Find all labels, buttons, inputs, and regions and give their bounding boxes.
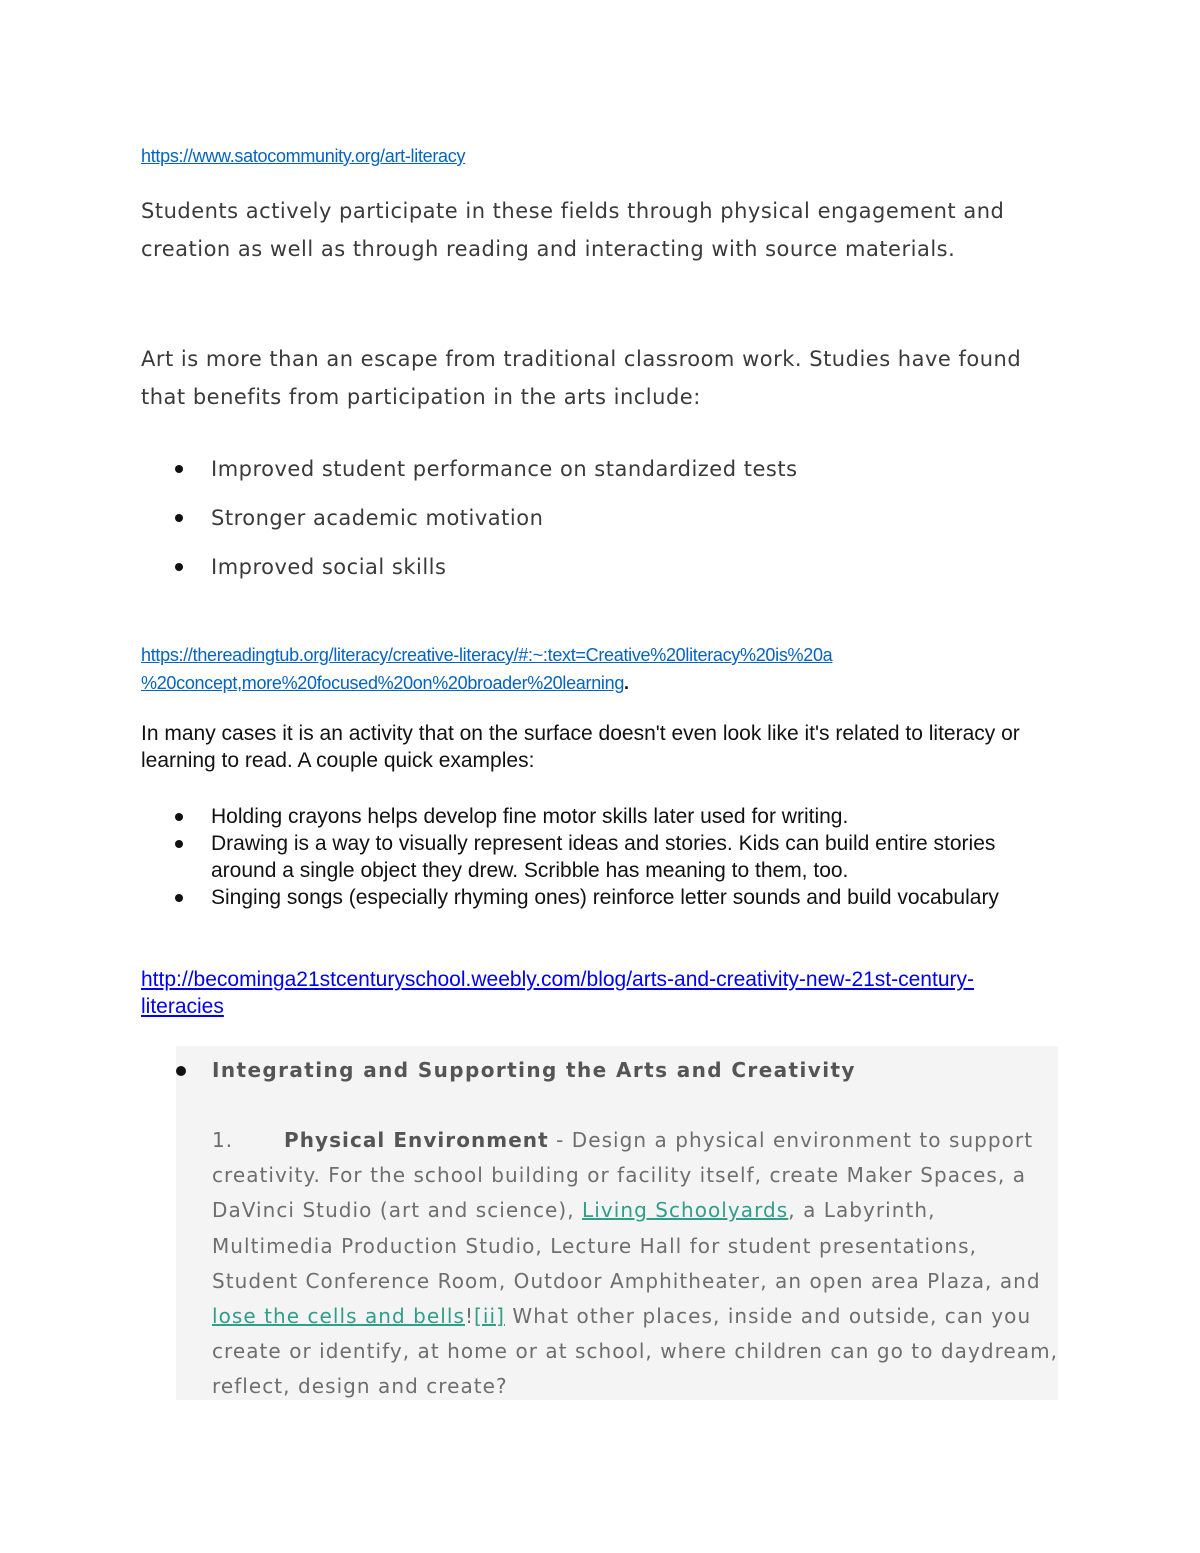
bullet-icon xyxy=(176,1066,186,1076)
quote-body: 1. Physical Environment - Design a physical environment to support creativity. For the school building or facility itself, create Maker Spaces, a DaVinci Studio (art and science), Living Schoolyards, a Labyrinth, Multimedia Production Studio, Lecture Hall for student presentations, Student Conference Room, Outdoor Amphitheater, an open area Plaza, and lose the cells and bells![ii] What other places, inside and outside, can you create or identify, at home or at school, where children can go to daydream, reflect, design and create? xyxy=(212,1123,1062,1405)
weebly-link[interactable]: http://becominga21stcenturyschool.weebly.com/blog/arts-and-creativity-new-21st-century-literacies xyxy=(141,968,974,1018)
living-schoolyards-link[interactable]: Living Schoolyards xyxy=(582,1198,789,1223)
readingtub-link[interactable]: https://thereadingtub.org/literacy/creative-literacy/#:~:text=Creative%20literacy%20is%20a %20concept,more%20focused%20on%20broader%20learning xyxy=(141,645,833,693)
list-item: Singing songs (especially rhyming ones) reinforce letter sounds and build vocabulary xyxy=(141,884,1041,911)
list-item: Drawing is a way to visually represent ideas and stories. Kids can build entire stories around a single object they drew. Scribble has meaning to them, too. xyxy=(141,830,1041,884)
cells-and-bells-link[interactable]: lose the cells and bells xyxy=(212,1304,465,1329)
list-item: Holding crayons helps develop fine motor skills later used for writing. xyxy=(141,803,1041,830)
footnote-ref-link[interactable]: [ii] xyxy=(474,1304,505,1329)
paragraph-participation: Students actively participate in these fields through physical engagement and creation as well as through reading and interacting with source materials. xyxy=(141,199,1005,261)
paragraph-examples-intro: In many cases it is an activity that on the surface doesn't even look like it's related to literacy or learning to read. A couple quick examples: xyxy=(141,722,1020,772)
bullet-icon xyxy=(175,894,183,902)
bullet-icon xyxy=(175,840,183,848)
quote-heading: Integrating and Supporting the Arts and Creativity xyxy=(212,1058,856,1082)
quote-subtitle: Physical Environment xyxy=(284,1128,549,1152)
paragraph-art-benefits: Art is more than an escape from traditional classroom work. Studies have found that benefits from participation in the arts include: xyxy=(141,347,1022,409)
bullet-icon xyxy=(175,465,183,473)
list-item: Improved social skills xyxy=(141,550,1041,599)
benefits-list xyxy=(141,452,1041,599)
satocommunity-link[interactable]: https://www.satocommunity.org/art-literacy xyxy=(141,146,466,166)
list-item: Improved student performance on standardized tests xyxy=(141,452,1041,501)
list-item: Stronger academic motivation xyxy=(141,501,1041,550)
readingtub-link-block: https://thereadingtub.org/literacy/creative-literacy/#:~:text=Creative%20literacy%20is%20a %20concept,more%20focused%20on%20broader%20learning. xyxy=(141,645,833,693)
bullet-icon xyxy=(175,813,183,821)
examples-list xyxy=(141,803,1041,911)
bullet-icon xyxy=(175,563,183,571)
bullet-icon xyxy=(175,514,183,522)
list-number: 1. xyxy=(212,1128,234,1152)
